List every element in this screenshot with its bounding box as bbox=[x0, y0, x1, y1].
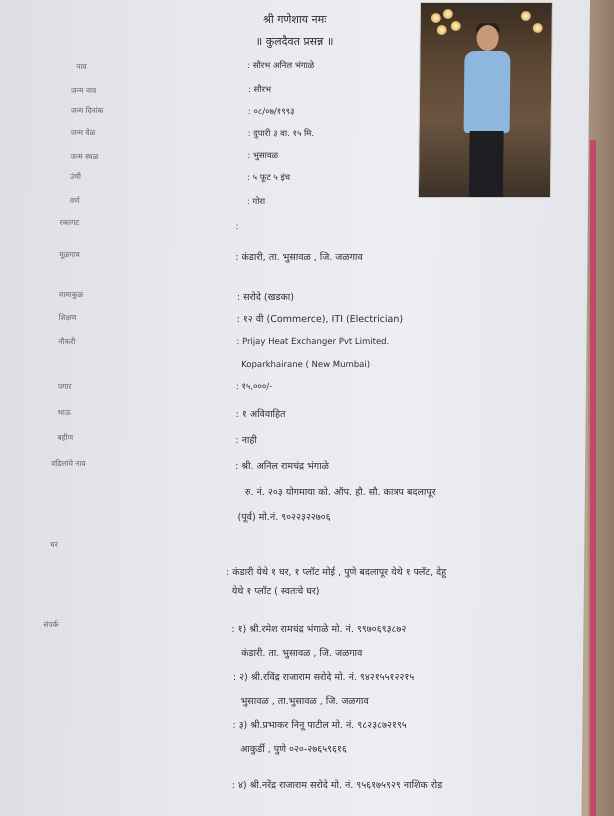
value-brother: : १ अविवाहित bbox=[235, 409, 286, 420]
label-birth-name: जन्म नाव bbox=[71, 86, 97, 95]
label-name: नाव bbox=[76, 62, 87, 71]
value-height: : ५ फूट ५ इंच bbox=[247, 173, 291, 183]
value-birth-name: : सौरभ bbox=[248, 85, 272, 95]
label-contact: संपर्क bbox=[43, 620, 59, 629]
profile-photo bbox=[418, 2, 553, 198]
label-native-place: मूळगाव bbox=[59, 250, 80, 259]
value-property-line1: : कंडारी येथे १ घर, १ प्लॉट मोई , पुणे बदलापूर येथे १ फ्लॅट, देहू bbox=[225, 567, 447, 578]
label-blood-group: रक्तगट bbox=[59, 218, 80, 227]
label-height: उंची bbox=[70, 172, 82, 181]
folder-edge bbox=[590, 140, 596, 816]
value-birth-time: : दुपारी ३ वा. १५ मि. bbox=[247, 129, 315, 139]
family-deity-heading: ॥ कुलदैवत प्रसन्न ॥ bbox=[255, 35, 334, 48]
invocation-heading: श्री गणेशाय नमः bbox=[263, 13, 327, 26]
label-house: घर bbox=[50, 540, 58, 549]
label-birth-date: जन्म दिनांक bbox=[70, 106, 104, 115]
label-education: शिक्षण bbox=[58, 313, 77, 322]
value-native-place: : कंडारी, ता. भुसावळ , जि. जळगाव bbox=[235, 252, 363, 263]
value-contact-2: : २) श्री.रविंद्र राजाराम सरोदे मो. नं. ९४२१५५१२२१५ bbox=[232, 672, 415, 683]
value-contact-1-address: कंडारी. ता. भुसावळ , जि. जळगाव bbox=[241, 648, 363, 659]
label-birth-place: जन्म स्थळ bbox=[70, 152, 99, 161]
value-maternal-family: : सरोदे (खडका) bbox=[236, 292, 295, 303]
label-salary: पगार bbox=[57, 382, 72, 391]
value-complexion: : गोरा bbox=[246, 197, 266, 207]
label-maternal-family: मामाकुळ bbox=[58, 290, 84, 299]
value-occupation: : Prijay Heat Exchanger Pvt Limited. bbox=[236, 337, 390, 347]
value-name: : सौरभ अनिल भंगाळे bbox=[247, 61, 315, 71]
value-father-name: : श्री. अनिल रामचंद्र भंगाळे bbox=[235, 461, 329, 472]
label-sister: बहीण bbox=[57, 433, 74, 442]
value-birth-date: : ०८/०७/१९९३ bbox=[247, 107, 295, 117]
value-sister: : नाही bbox=[235, 435, 257, 446]
value-salary: : १५,०००/- bbox=[235, 382, 273, 392]
value-father-address: रु. नं. २०३ योगमाया को. ऑप. हौ. सौ. कात्रप बदलापूर bbox=[244, 487, 436, 498]
value-contact-3: : ३) श्री.प्रभाकर निनू पाटील मो. नं. ९८२३८७२१९५ bbox=[232, 720, 407, 731]
label-birth-time: जन्म वेळ bbox=[70, 128, 96, 137]
label-occupation: नौकरी bbox=[58, 337, 76, 346]
value-contact-3-address: आकुर्डी , पुणे ०२०-२७६५९६१६ bbox=[240, 744, 347, 755]
label-father-name: वडिलांचे नाव bbox=[51, 459, 86, 468]
value-birth-place: : भुसावळ bbox=[247, 151, 279, 161]
label-brother: भाऊ bbox=[57, 408, 71, 417]
value-property-line2: येथे १ प्लॉट ( स्वतःचे घर) bbox=[231, 586, 320, 597]
value-blood-group: : bbox=[235, 222, 239, 232]
value-contact-4: : ४) श्री.नरेंद्र राजाराम सरोदे मो. नं. ९५६१७५९२९ नाशिक रोड bbox=[231, 780, 443, 791]
value-contact-2-address: भुसावळ , ता.भुसावळ , जि. जळगाव bbox=[240, 696, 369, 707]
value-contact-1: : १) श्री.रमेश रामचंद्र भंगाळे मो. नं. ९९७०६९३८७२ bbox=[231, 624, 407, 635]
label-complexion: वर्ण bbox=[69, 196, 80, 205]
value-father-phone: (पूर्व) मो.नं. ९०२२३२२७०६ bbox=[237, 512, 331, 523]
value-occupation-location: Koparkhairane ( New Mumbai) bbox=[241, 360, 371, 370]
value-education: : १२ वी (Commerce), ITI (Electrician) bbox=[236, 314, 404, 325]
